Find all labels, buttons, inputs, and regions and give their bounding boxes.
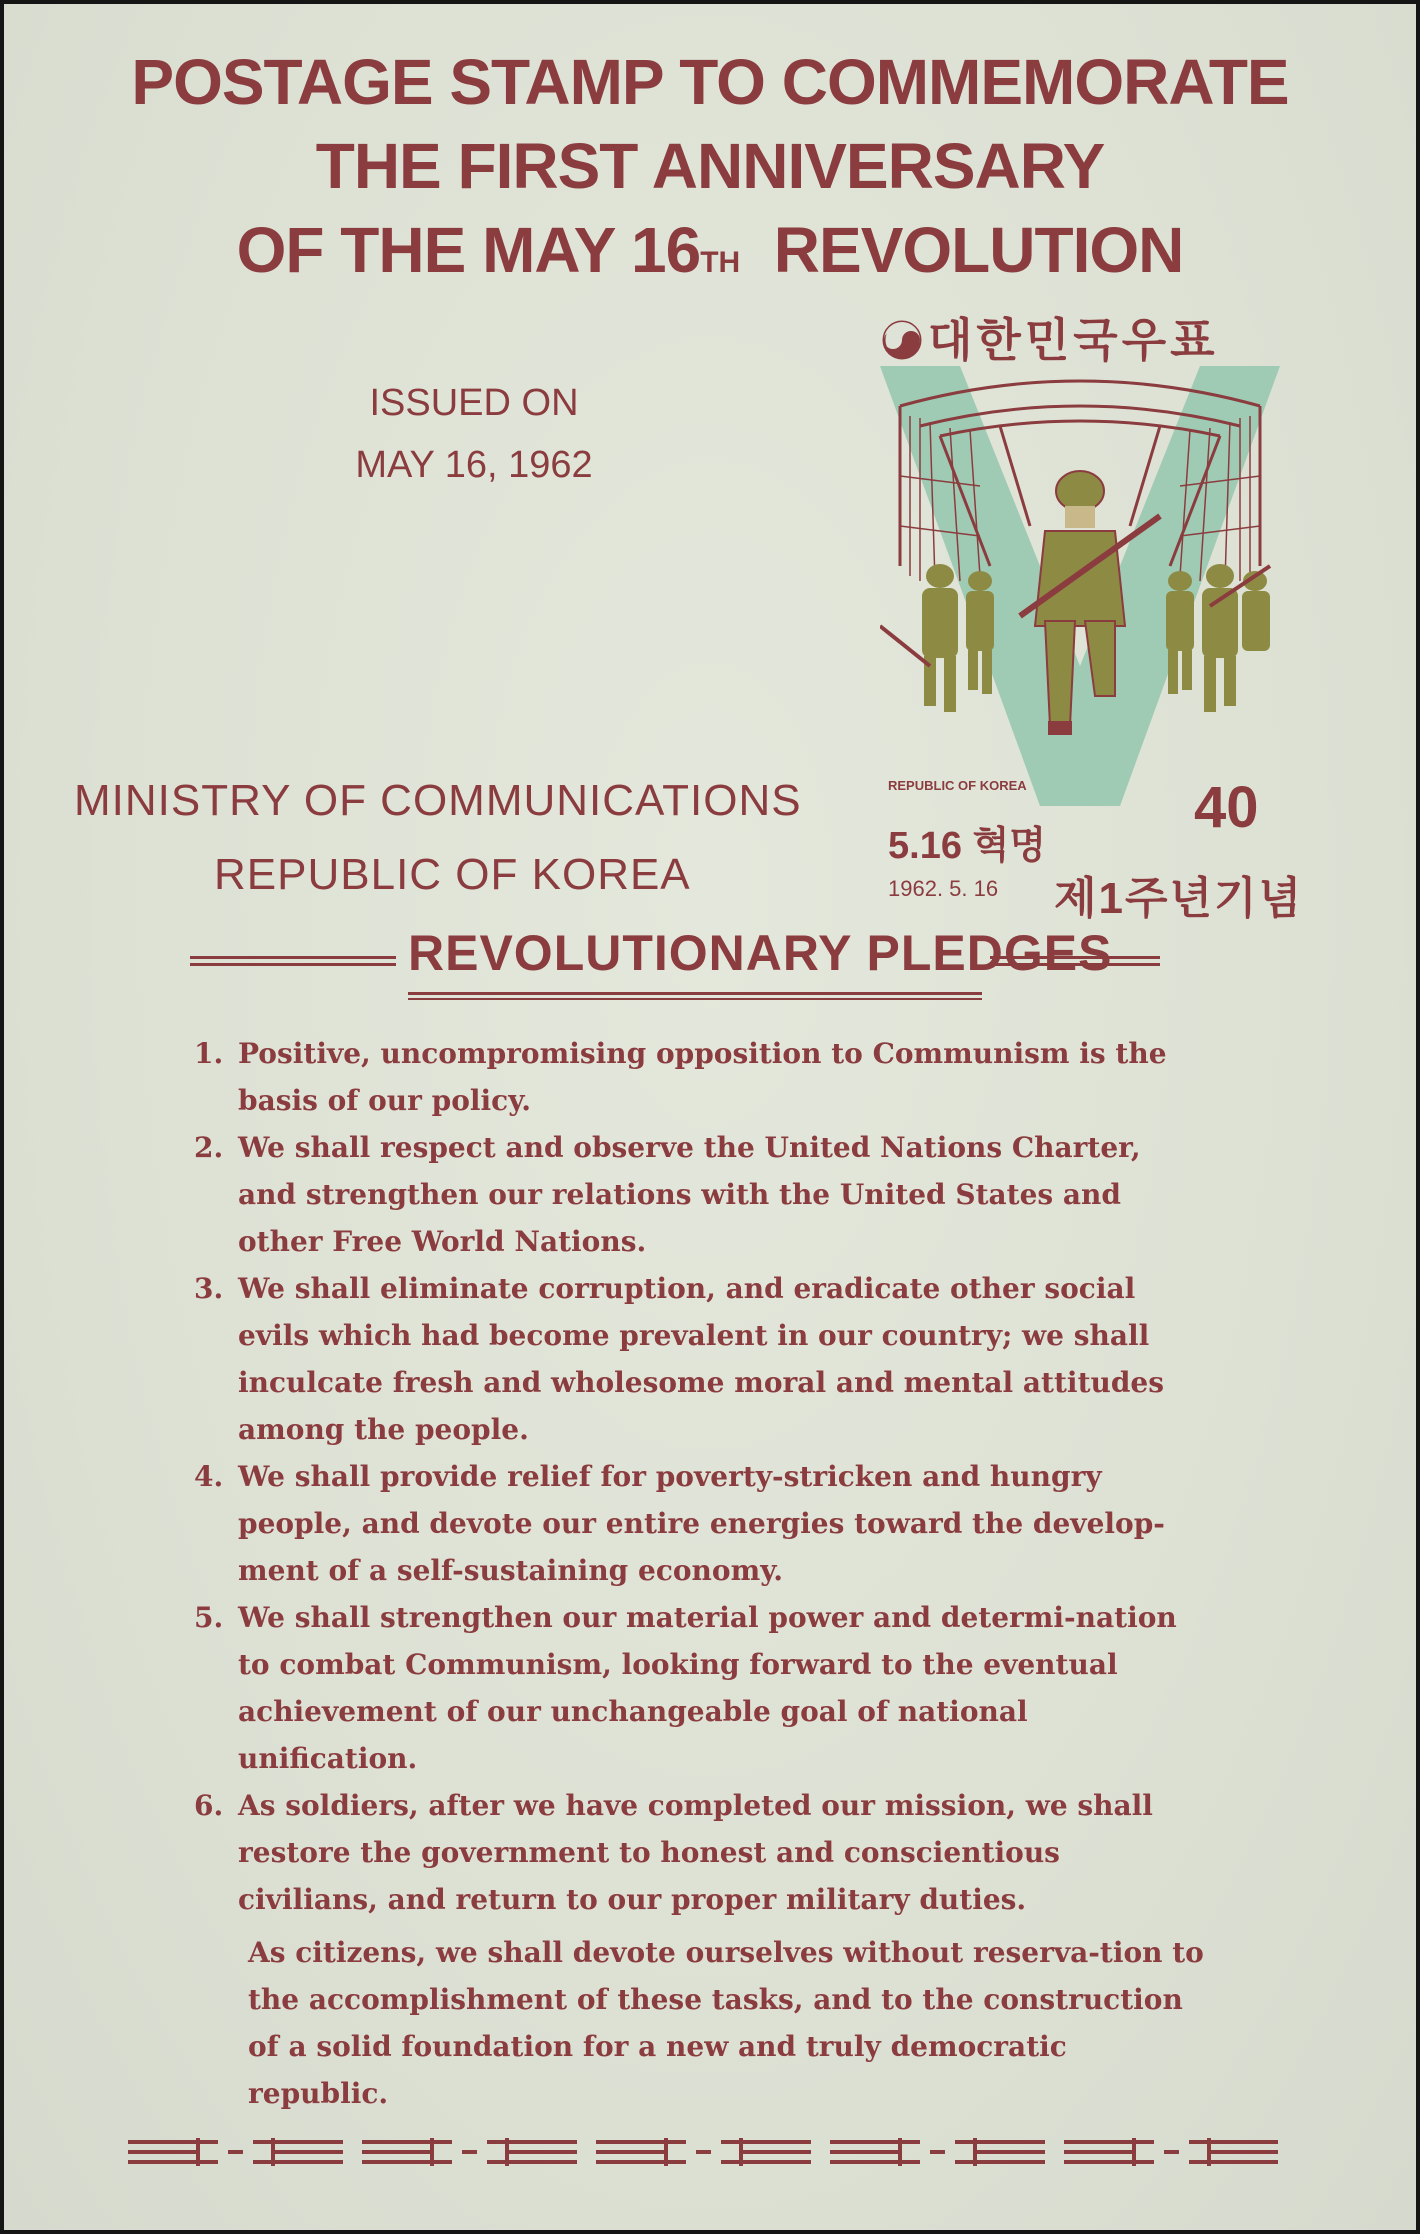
- stamp-anniversary-label: 제1주년기념: [1054, 874, 1303, 923]
- pledges-closing: As citizens, we shall devote ourselves without reserva-tion to the accomplishment of these tasks, and to the construction of a solid foundation for a new and truly democratic republic.: [248, 1936, 1204, 2110]
- title-line-1: POSTAGE STAMP TO COMMEMORATE: [131, 46, 1289, 118]
- souvenir-sheet: [4, 4, 1416, 2230]
- border-ornament: [128, 2138, 343, 2166]
- taegeuk-icon: [882, 317, 922, 371]
- pledge-item: [194, 1265, 1204, 1453]
- border-ornament: [1064, 2138, 1278, 2166]
- heading-underline: [408, 992, 982, 1000]
- ministry-name: MINISTRY OF COMMUNICATIONS: [74, 776, 802, 825]
- title-line-2: THE FIRST ANNIVERSARY: [315, 130, 1105, 202]
- title-line-3: [4, 208, 1416, 305]
- pledge-text: Positive, uncompromising opposition to Communism is the basis of our policy.: [238, 1037, 1167, 1117]
- pledge-number: 5.: [194, 1601, 224, 1634]
- stamp-country-label: REPUBLIC OF KOREA: [888, 778, 1027, 793]
- stamp-revolution-label: 5.16 혁명: [888, 825, 1046, 867]
- stamp-header-text: 대한민국우표: [928, 314, 1219, 366]
- title-ordinal-suffix: TH: [700, 246, 741, 279]
- pledge-number: 6.: [194, 1789, 224, 1822]
- title-line-3-start: OF THE MAY 16: [236, 214, 701, 286]
- title-line-3-end: REVOLUTION: [773, 214, 1184, 286]
- issue-date-block: [324, 372, 624, 496]
- stamp-header: [882, 304, 1282, 371]
- issuer-block: [64, 764, 864, 912]
- pledge-text: As soldiers, after we have completed our mission, we shall restore the government to honest and conscientious civilians, and return to our proper military duties.: [238, 1789, 1153, 1916]
- border-ornament: [596, 2138, 811, 2166]
- issued-date: MAY 16, 1962: [355, 444, 593, 486]
- border-ornament: [830, 2138, 1045, 2166]
- pledge-number: 3.: [194, 1272, 224, 1305]
- sheet-title: [4, 40, 1416, 305]
- country-name: REPUBLIC OF KOREA: [214, 850, 691, 899]
- pledge-number: 1.: [194, 1037, 224, 1070]
- pledge-text: We shall provide relief for poverty-stricken and hungry people, and devote our entire energies toward the develop-ment of a self-sustaining economy.: [238, 1460, 1165, 1587]
- pledge-number: 2.: [194, 1131, 224, 1164]
- pledges-list: [194, 1030, 1204, 2117]
- pledge-text: We shall respect and observe the United Nations Charter, and strengthen our relations with the United States and other Free World Nations.: [238, 1131, 1141, 1258]
- pledge-item: [194, 1030, 1204, 1124]
- pledge-text: We shall eliminate corruption, and eradicate other social evils which had become prevalent in our country; we shall inculcate fresh and wholesome moral and mental attitudes among the people.: [238, 1272, 1165, 1446]
- pledge-number: 4.: [194, 1460, 224, 1493]
- pledge-item: [194, 1124, 1204, 1265]
- stamp-denomination: 40: [1194, 775, 1259, 840]
- pledge-item: [194, 1782, 1204, 1923]
- stamp-illustration: [880, 366, 1280, 806]
- pledge-text: We shall strengthen our material power and determi-nation to combat Communism, looking forward to the eventual achievement of our unchangeable goal of national unification.: [238, 1601, 1177, 1775]
- heading-rule-left: [190, 956, 396, 966]
- heading-rule-right: [990, 956, 1160, 966]
- pledge-item: [194, 1453, 1204, 1594]
- decorative-border: [128, 2132, 1278, 2172]
- stamp-date: 1962. 5. 16: [888, 876, 999, 901]
- border-ornament: [362, 2138, 577, 2166]
- pledge-item: [194, 1594, 1204, 1782]
- pledges-heading: REVOLUTIONARY PLEDGES: [408, 925, 1113, 981]
- issued-label: ISSUED ON: [369, 382, 579, 424]
